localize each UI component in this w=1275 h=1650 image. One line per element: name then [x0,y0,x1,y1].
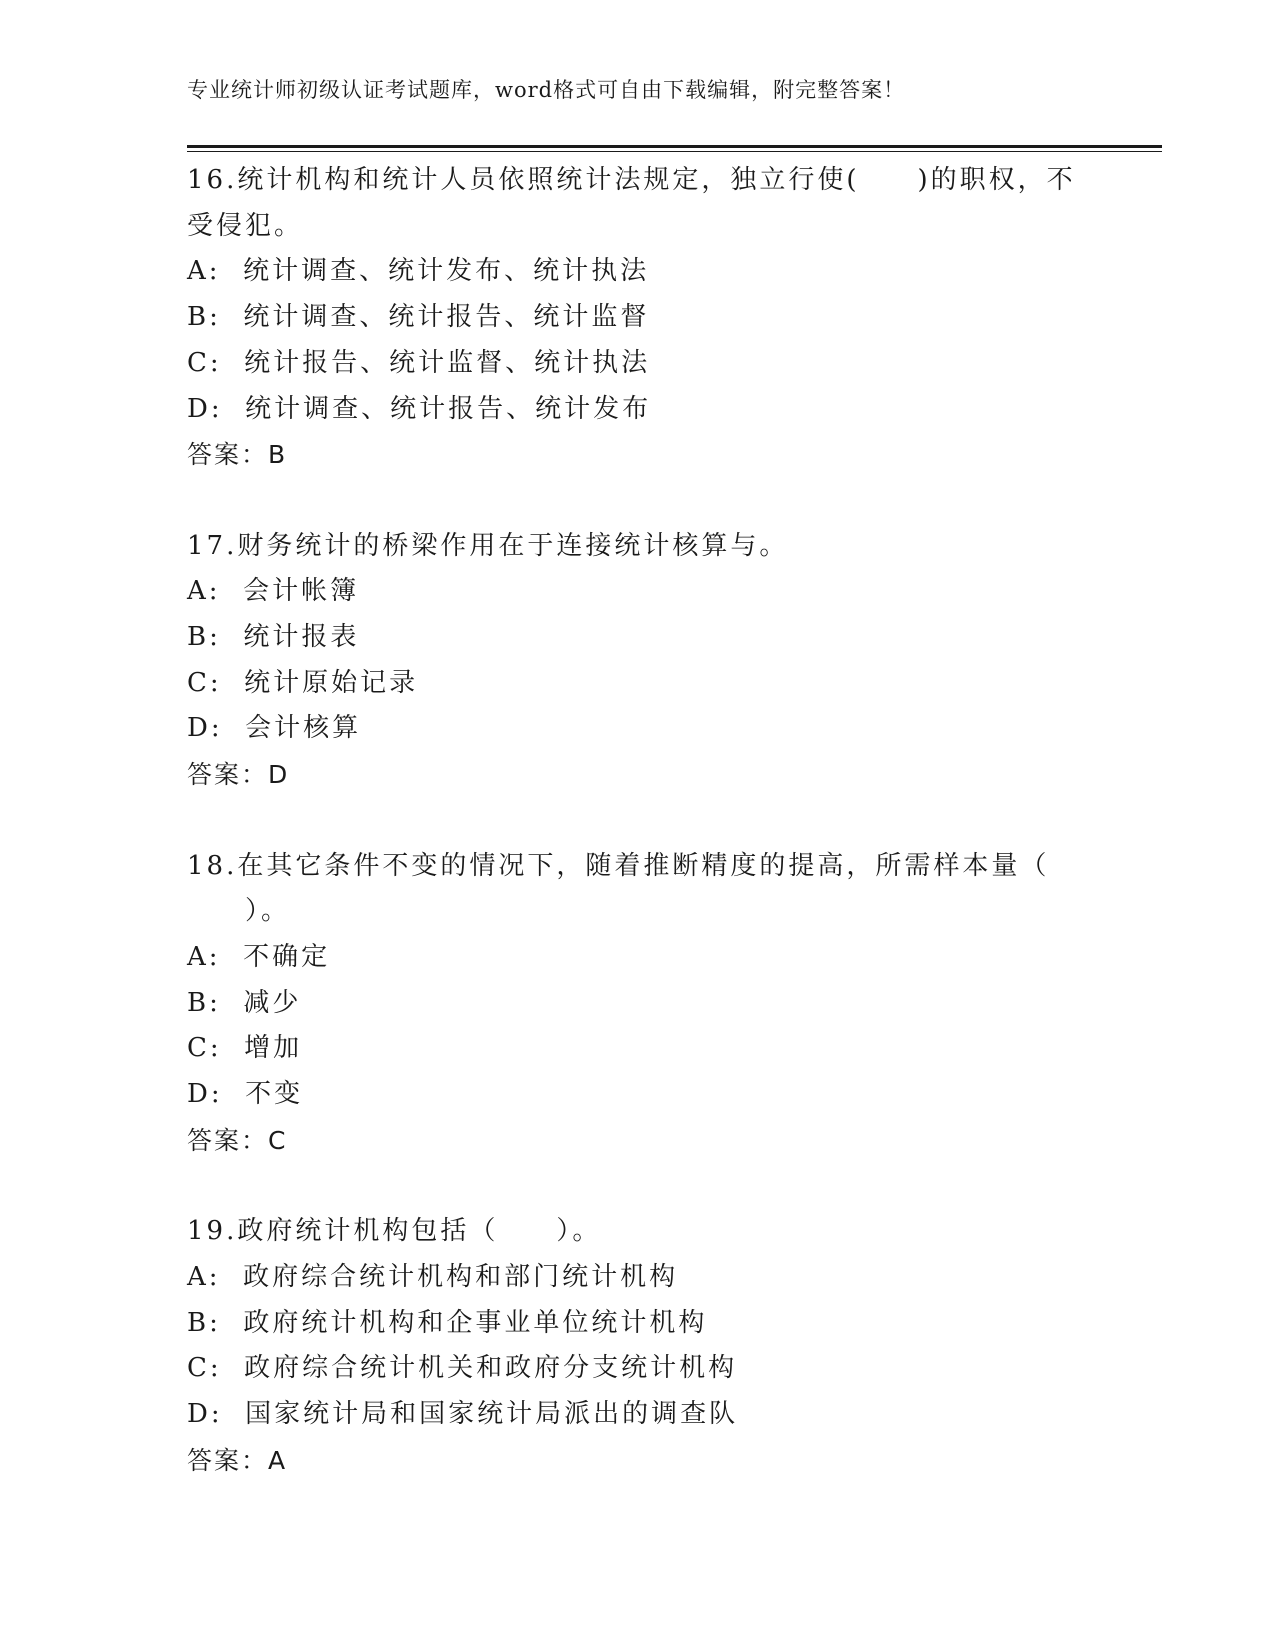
option-a: A: 不确定 [187,941,331,972]
question-stem-line: 16.统计机构和统计人员依照统计法规定，独立行使( )的职权，不 [187,165,1076,195]
question-list [187,158,1087,1529]
option-c: C: 增加 [187,1033,303,1064]
question-17 [187,524,1087,798]
document-header: 专业统计师初级认证考试题库，word格式可自由下载编辑，附完整答案！ [187,78,906,102]
question-19 [187,1209,1087,1483]
option-b: B: 政府统计机构和企事业单位统计机构 [187,1307,708,1338]
option-c: C: 统计报告、统计监督、统计执法 [187,347,651,378]
question-stem-line: 18.在其它条件不变的情况下，随着推断精度的提高，所需样本量（ [187,850,1050,881]
option-c: C: 统计原始记录 [187,667,419,698]
question-stem-line: 17.财务统计的桥梁作用在于连接统计核算与。 [187,530,789,561]
option-a: A: 政府综合统计机构和部门统计机构 [187,1261,679,1292]
option-b: B: 减少 [187,987,302,1018]
question-stem-line: 19.政府统计机构包括（ ）。 [187,1216,602,1247]
option-a: A: 会计帐簿 [187,576,360,607]
question-stem-line: 受侵犯。 [187,210,304,241]
question-16 [187,158,1087,478]
option-d: D: 国家统计局和国家统计局派出的调查队 [187,1398,739,1429]
answer-line: 答案：A [187,1445,288,1475]
option-b: B: 统计报表 [187,622,360,653]
header-rule-thin [187,151,1162,152]
option-c: C: 政府综合统计机关和政府分支统计机构 [187,1353,738,1384]
option-a: A: 统计调查、统计发布、统计执法 [187,256,650,287]
question-18 [187,844,1087,1164]
answer-line: 答案：C [187,1125,288,1155]
option-d: D: 不变 [187,1079,304,1110]
answer-line: 答案：B [187,440,288,470]
option-d: D: 统计调查、统计报告、统计发布 [187,393,652,424]
option-b: B: 统计调查、统计报告、统计监督 [187,302,650,333]
question-stem-line: ）。 [187,896,291,927]
answer-line: 答案：D [187,760,290,790]
header-rule-thick [187,145,1162,148]
option-d: D: 会计核算 [187,713,362,744]
